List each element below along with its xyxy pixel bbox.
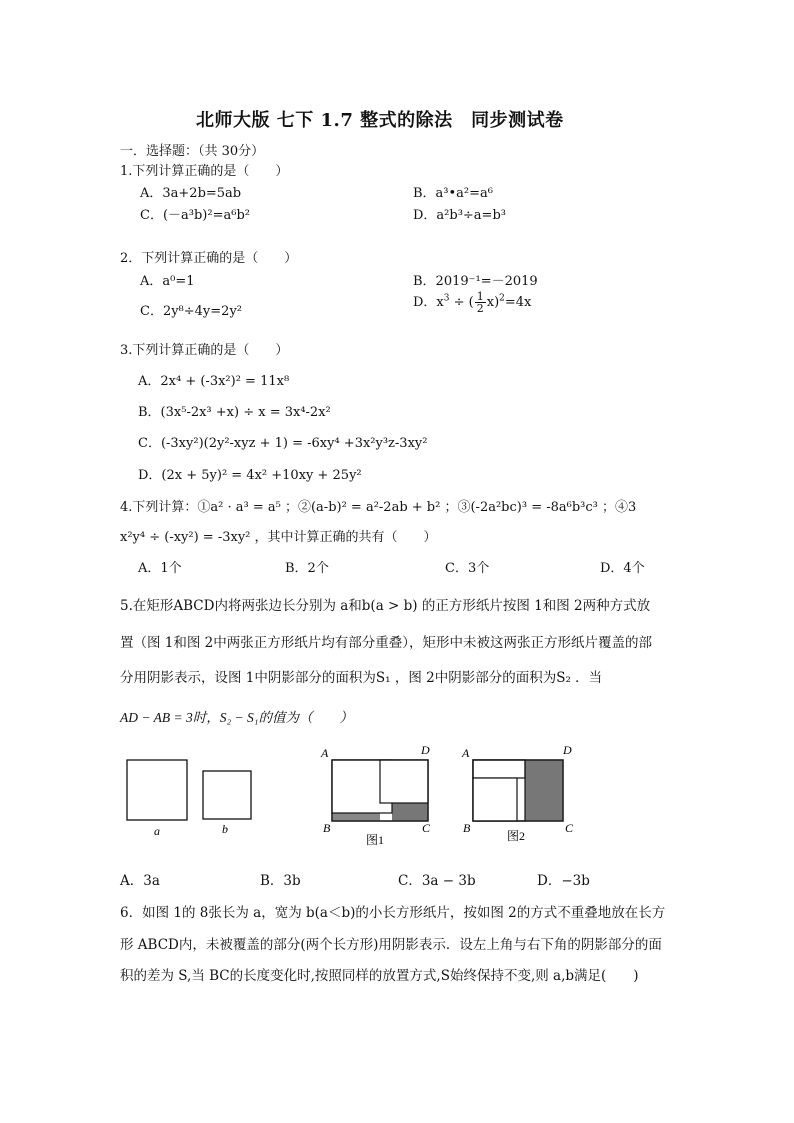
- question-2-stem: 2．下列计算正确的是（ ）: [120, 251, 298, 266]
- square-b-in-fig2: [473, 778, 517, 821]
- page-title: 北师大版 七下 1.7 整式的除法 同步测试卷: [196, 110, 564, 131]
- q3-option-a: A．2x⁴ + (-3x²)² = 11x⁸: [138, 374, 290, 389]
- q4-option-a: A．1个: [138, 561, 182, 576]
- vertex-a-1: A: [321, 746, 329, 760]
- square-a: [127, 760, 187, 820]
- q2-option-d: [413, 291, 531, 314]
- fraction-denominator: 2: [476, 302, 484, 315]
- q1-option-c: C．(－a³b)²=a⁶b²: [140, 208, 250, 223]
- question-3-stem: 3.下列计算正确的是（ ）: [120, 343, 289, 358]
- question-5-line-4: AD − AB = 3时，S₂ − S₁的值为（ ）: [120, 710, 353, 725]
- q2-option-c: C．2y⁸÷4y=2y²: [140, 304, 243, 319]
- question-4-line-2: x²y⁴ ÷ (-xy²) = -3xy² ，其中计算正确的共有（ ）: [120, 530, 437, 545]
- q5-option-b: B．3b: [260, 873, 301, 889]
- q4-option-b: B．2个: [285, 561, 329, 576]
- q2-d-base: D．x: [413, 295, 444, 310]
- caption-1: 图1: [366, 833, 385, 847]
- q3-option-c: C．(-3xy²)(2y²-xyz + 1) = -6xy⁴ +3x²y³z-3xy²: [138, 436, 428, 451]
- q2-option-b: B．2019⁻¹=－2019: [413, 274, 538, 289]
- vertex-c-1: C: [422, 821, 431, 835]
- square-a-in-fig2: [473, 760, 525, 778]
- question-4-line-1: 4.下列计算：①a² · a³ = a⁵ ；②(a-b)² = a²-2ab + b² ；③(-2a²bc)³ = -8a⁶b³c³ ；④3: [120, 500, 637, 515]
- vertex-b-2: B: [463, 821, 471, 835]
- q4-option-d: D．4个: [600, 561, 645, 576]
- figure-1: [320, 743, 431, 847]
- section-heading: 一．选择题：（共 30分）: [120, 144, 265, 159]
- q3-option-b: B．(3x⁵-2x³ +x) ÷ x = 3x⁴-2x²: [138, 405, 331, 420]
- q2-d-variable: x): [486, 295, 500, 310]
- q5-option-d: D．−3b: [537, 873, 590, 889]
- question-6-line-2: 形 ABCD内，未被覆盖的部分(两个长方形)用阴影表示．设左上角与右下角的阴影部分的面: [120, 937, 662, 953]
- question-5-line-3: 分用阴影表示，设图 1中阴影部分的面积为S₁ ，图 2中阴影部分的面积为S₂ ．当: [120, 670, 603, 686]
- q5-option-a: A．3a: [120, 873, 160, 889]
- q2-option-a: A．a⁰=1: [140, 274, 195, 289]
- label-a: a: [154, 824, 160, 838]
- square-b-in-fig1: [380, 760, 428, 803]
- q5-option-c: C．3a − 3b: [398, 873, 476, 889]
- q1-option-a: A．3a+2b=5ab: [140, 186, 242, 201]
- shade-bottom-left-1: [332, 813, 380, 821]
- shade-bottom-right-1: [392, 803, 428, 821]
- q2-d-divide: ÷ (: [449, 295, 474, 310]
- label-b: b: [222, 822, 228, 836]
- q2-d-exponent-2: 2: [499, 293, 505, 304]
- vertex-c-2: C: [565, 821, 574, 835]
- q5-figures: [110, 740, 590, 850]
- q1-option-b: B．a³•a²=a⁶: [413, 186, 493, 201]
- q2-d-exponent: 3: [443, 293, 450, 304]
- vertex-d-2: D: [563, 743, 572, 757]
- q3-option-d: D．(2x + 5y)² = 4x² +10xy + 25y²: [138, 468, 362, 483]
- vertex-b-1: B: [323, 821, 331, 835]
- figure-2: [461, 743, 574, 843]
- vertex-d-1: D: [421, 743, 430, 757]
- q2-d-result: =4x: [504, 295, 532, 310]
- question-6-line-1: 6．如图 1的 8张长为 a，宽为 b(a＜b)的小长方形纸片，按如图 2的方式不重叠地放在长方: [120, 905, 666, 921]
- question-6-line-3: 积的差为 S,当 BC的长度变化时,按照同样的放置方式,S始终保持不变,则 a,b满足( ): [120, 968, 639, 984]
- vertex-a-2: A: [462, 746, 470, 760]
- shade-right-2: [525, 760, 563, 821]
- square-b: [203, 771, 251, 819]
- q4-option-c: C．3个: [445, 561, 490, 576]
- caption-2: 图2: [507, 829, 526, 843]
- question-5-line-2: 置（图 1和图 2中两张正方形纸片均有部分重叠），矩形中未被这两张正方形纸片覆盖的部: [120, 635, 653, 651]
- fraction: [475, 291, 486, 314]
- question-1-stem: 1.下列计算正确的是（ ）: [120, 164, 289, 179]
- q1-option-d: D．a²b³÷a=b³: [413, 208, 506, 223]
- question-5-line-1: 5.在矩形ABCD内将两张边长分别为 a和b(a > b) 的正方形纸片按图 1和图 2两种方式放: [120, 598, 651, 614]
- fraction-numerator: 1: [476, 290, 484, 303]
